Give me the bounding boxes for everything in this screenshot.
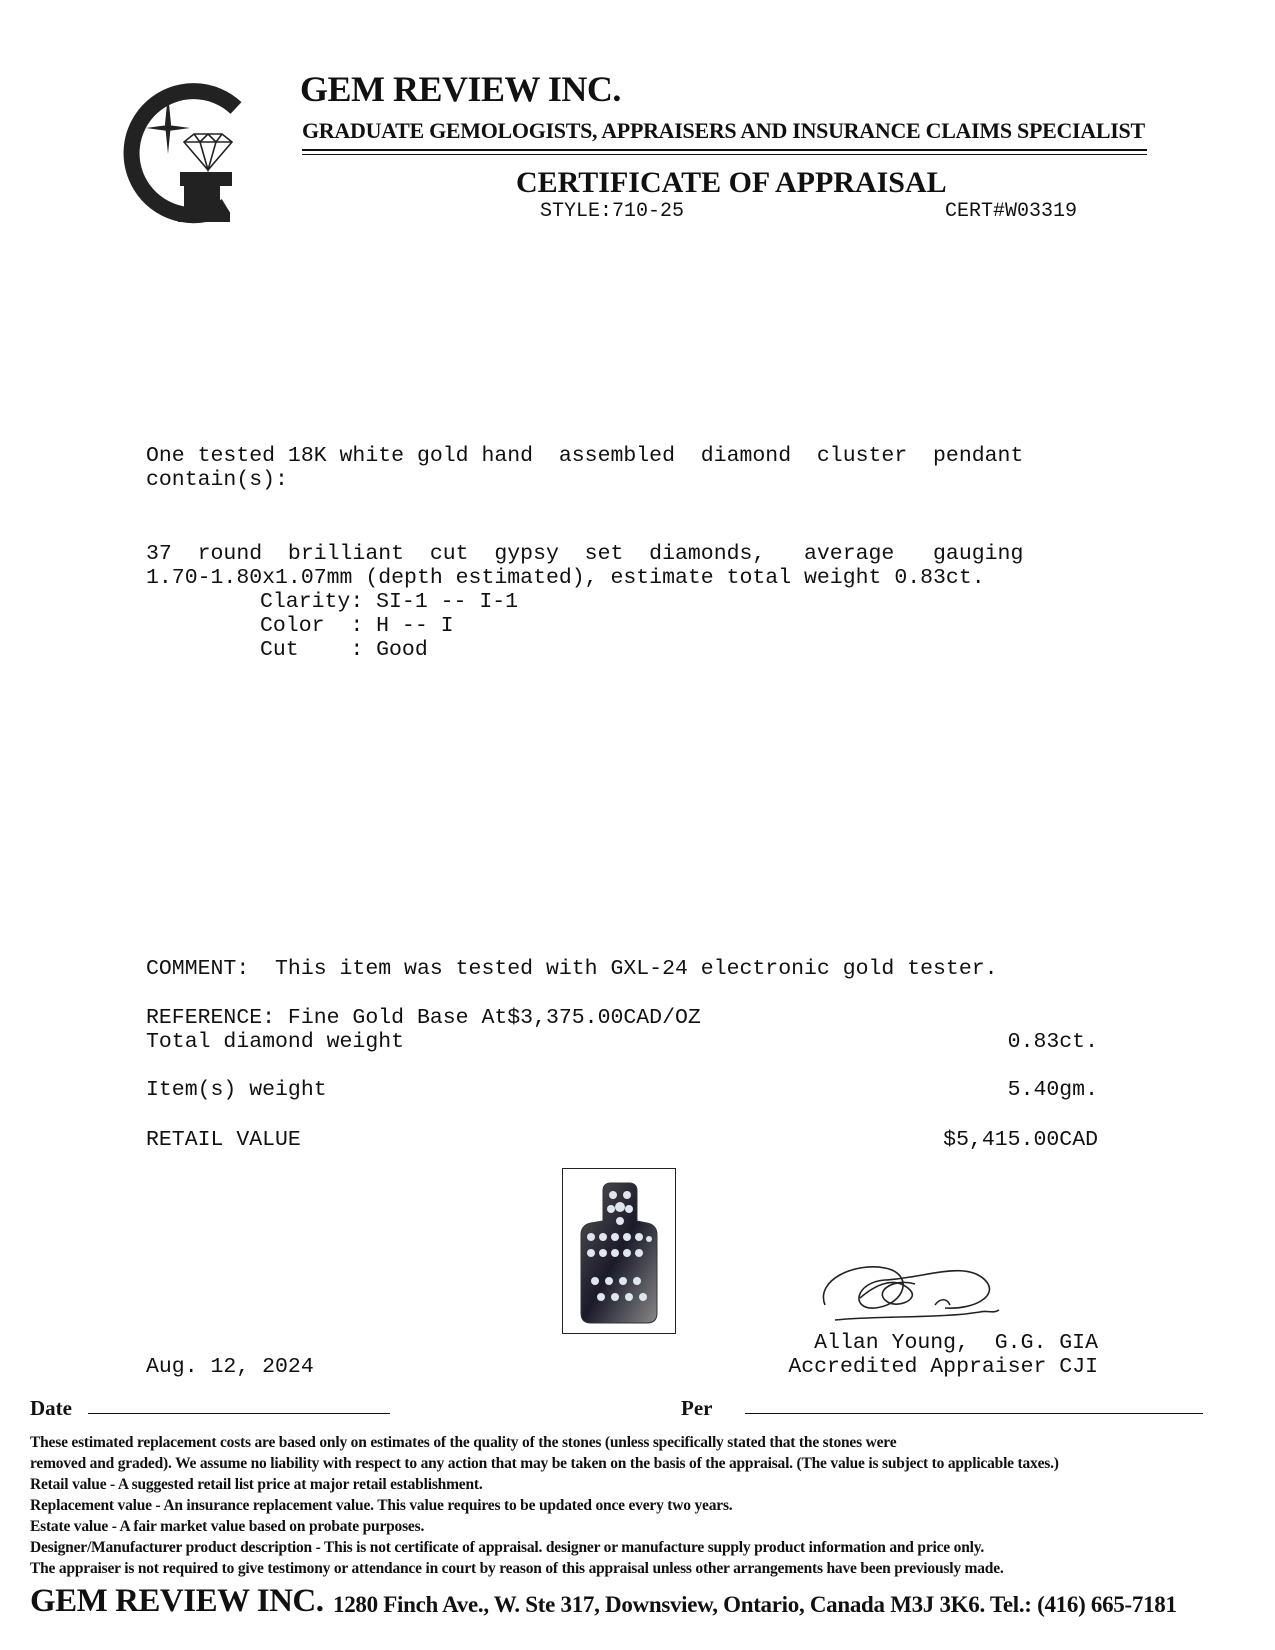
cut-grade: Cut : Good	[260, 638, 428, 662]
g-diamond-logo-icon	[108, 74, 250, 224]
style-number: STYLE:710-25	[540, 200, 685, 223]
disclaimer-line: Retail value - A suggested retail list price at major retail establishment.	[30, 1476, 483, 1493]
disclaimer-line: These estimated replacement costs are based only on estimates of the quality of the stones (unless specifically stated that the stones were	[30, 1434, 897, 1451]
per-label: Per	[681, 1396, 713, 1420]
per-line	[745, 1413, 1203, 1414]
appraiser-name: Allan Young, G.G. GIA	[814, 1331, 1098, 1355]
retail-value: $5,415.00CAD	[943, 1128, 1098, 1152]
item-weight-label: Item(s) weight	[146, 1078, 327, 1102]
date-label: Date	[30, 1396, 72, 1420]
description-line-1: One tested 18K white gold hand assembled diamond cluster pendant	[146, 444, 1024, 468]
footer-address: 1280 Finch Ave., W. Ste 317, Downsview, Ontario, Canada M3J 3K6. Tel.: (416) 665-7181	[333, 1592, 1177, 1617]
stones-line-2: 1.70-1.80x1.07mm (depth estimated), estimate total weight 0.83ct.	[146, 566, 985, 590]
certificate-title: CERTIFICATE OF APPRAISAL	[516, 166, 947, 199]
disclaimer-line: The appraiser is not required to give testimony or attendance in court by reason of this appraisal unless other arrangements have been previously made.	[30, 1560, 1004, 1577]
comment: COMMENT: This item was tested with GXL-24 electronic gold tester.	[146, 957, 998, 981]
disclaimer-line: Estate value - A fair market value based on probate purposes.	[30, 1518, 425, 1535]
certificate-number: CERT#W03319	[945, 200, 1078, 223]
total-weight-value: 0.83ct.	[1007, 1030, 1098, 1054]
clarity-grade: Clarity: SI-1 -- I-1	[260, 590, 519, 614]
pendant-photo	[562, 1168, 676, 1334]
description-line-2: contain(s):	[146, 468, 288, 492]
total-weight-label: Total diamond weight	[146, 1030, 405, 1054]
disclaimer-line: removed and graded). We assume no liability with respect to any action that may be taken on the basis of the appraisal. (The value is subject to applicable taxes.)	[30, 1455, 1059, 1472]
stones-line-1: 37 round brilliant cut gypsy set diamonds, average gauging	[146, 542, 1024, 566]
retail-value-label: RETAIL VALUE	[146, 1128, 301, 1152]
appraisal-date: Aug. 12, 2024	[146, 1355, 314, 1379]
item-weight-value: 5.40gm.	[1007, 1078, 1098, 1102]
date-line	[88, 1413, 390, 1414]
header-rule-thin	[302, 154, 1147, 155]
company-name: GEM REVIEW INC.	[300, 69, 621, 109]
company-tagline: GRADUATE GEMOLOGISTS, APPRAISERS AND INSURANCE CLAIMS SPECIALIST	[302, 118, 1145, 143]
header-rule	[302, 149, 1147, 151]
footer-company-name: GEM REVIEW INC.	[30, 1583, 324, 1619]
reference: REFERENCE: Fine Gold Base At$3,375.00CAD/OZ	[146, 1006, 701, 1030]
signature-icon	[815, 1250, 1015, 1335]
color-grade: Color : H -- I	[260, 614, 454, 638]
appraiser-title: Accredited Appraiser CJI	[788, 1355, 1098, 1379]
disclaimer-line: Designer/Manufacturer product description - This is not certificate of appraisal. designer or manufacture supply product information and price only.	[30, 1539, 985, 1556]
disclaimer-line: Replacement value - An insurance replacement value. This value requires to be updated once every two years.	[30, 1497, 733, 1514]
pendant-icon	[563, 1169, 675, 1333]
